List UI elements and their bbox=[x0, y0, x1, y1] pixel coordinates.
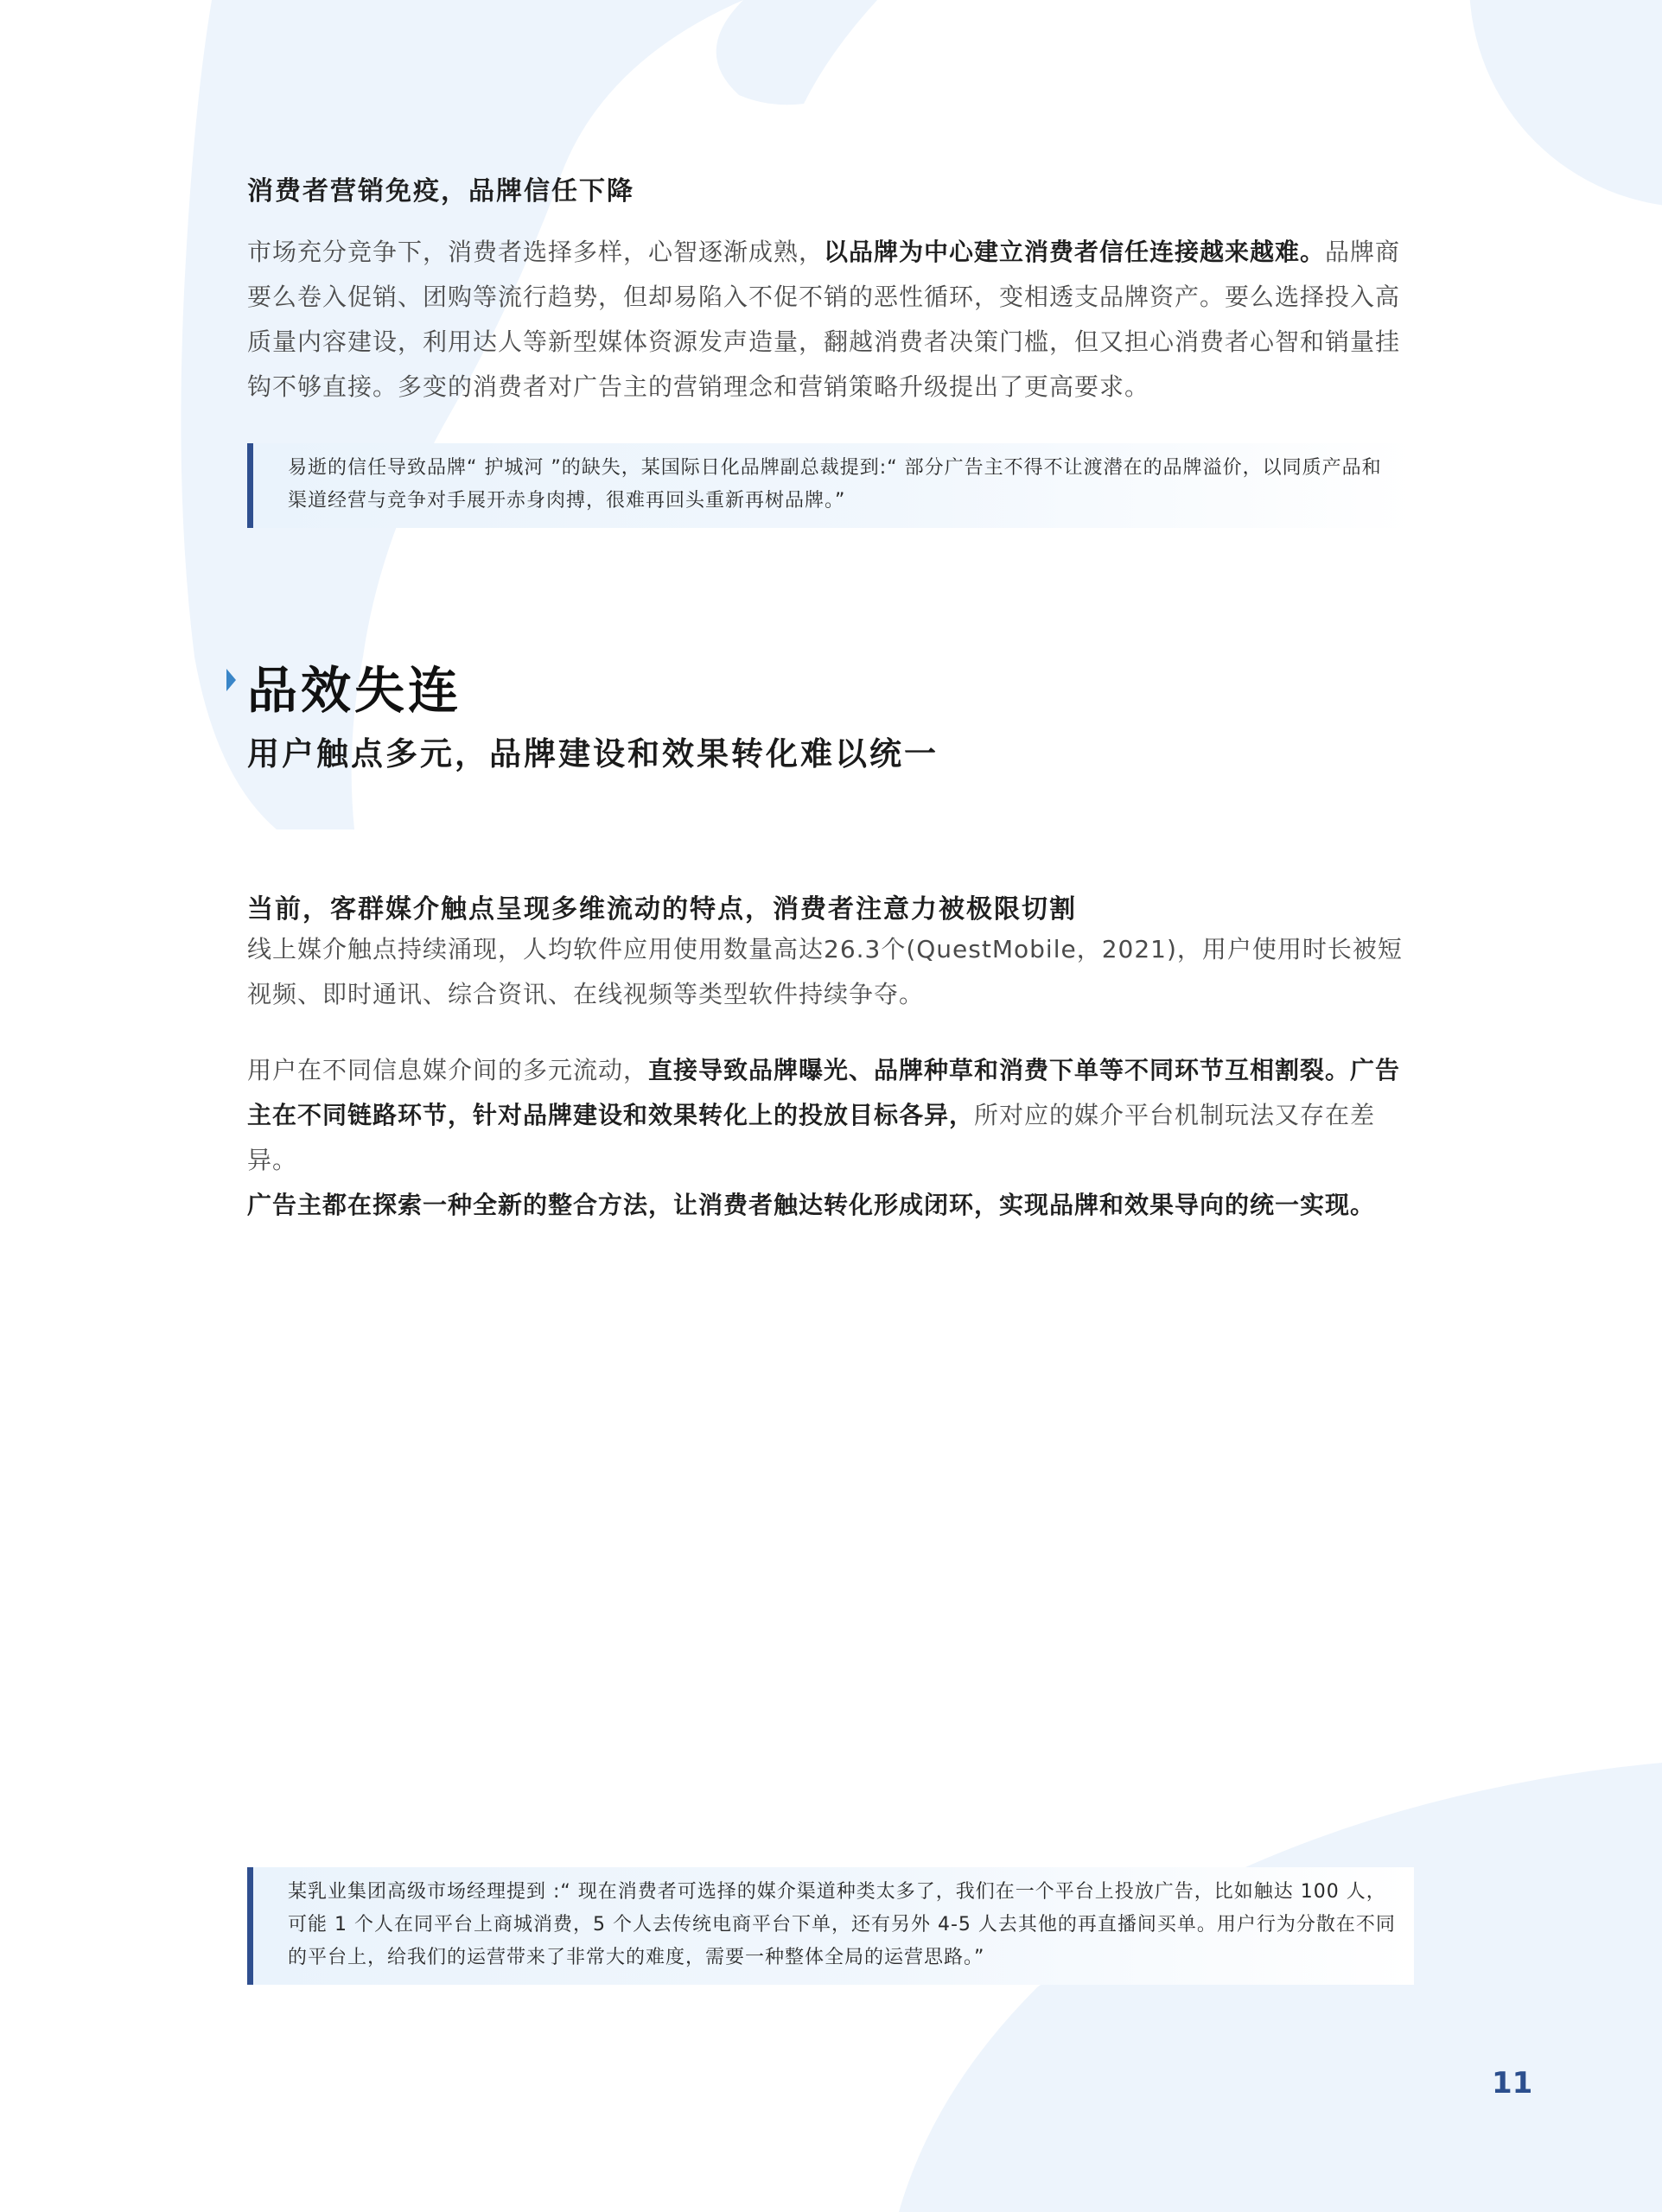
section2-paragraph1-wrap bbox=[247, 927, 1414, 1017]
section1-paragraph-emphasis: 以品牌为中心建立消费者信任连接越来越难。 bbox=[824, 238, 1326, 266]
section-marker-triangle-icon bbox=[226, 669, 236, 691]
section2-paragraph2-wrap bbox=[247, 1048, 1414, 1228]
section2-title: 品效失连 bbox=[247, 661, 462, 720]
section2-subtitle: 用户触点多元，品牌建设和效果转化难以统一 bbox=[247, 735, 939, 772]
section1-quote bbox=[247, 443, 1414, 528]
section2-paragraph1: 线上媒介触点持续涌现，人均软件应用使用数量高达26.3个(QuestMobile，2021)，用户使用时长被短视频、即时通讯、综合资讯、在线视频等类型软件持续争夺。 bbox=[247, 935, 1403, 1008]
bg-ring-shape bbox=[716, 0, 877, 105]
section2-paragraph2 bbox=[247, 1048, 1414, 1228]
section2-quote-text: 某乳业集团高级市场经理提到 :“ 现在消费者可选择的媒介渠道种类太多了，我们在一个平台上投放广告，比如触达 100 人，可能 1 个人在同平台上商城消费，5 个人去传统电商平台下单，还有另外 4-5 人去其他的再直播间买单。用户行为分散在不同的平台上，给我们的运营带来了非常大的难度，需要一种整体全局的运营思路。” bbox=[288, 1881, 1396, 1968]
section2-paragraph2-emphasis-2: 广告主都在探索一种全新的整合方法，让消费者触达转化形成闭环，实现品牌和效果导向的统一实现。 bbox=[247, 1191, 1376, 1219]
section2-heading: 当前，客群媒介触点呈现多维流动的特点，消费者注意力被极限切割 bbox=[247, 894, 1077, 925]
section1-paragraph-text: 市场充分竞争下，消费者选择多样，心智逐渐成熟， bbox=[247, 238, 825, 266]
section1-quote-text: 易逝的信任导致品牌“ 护城河 ”的缺失，某国际日化品牌副总裁提到:“ 部分广告主不得不让渡潜在的品牌溢价，以同质产品和渠道经营与竞争对手展开赤身肉搏，很难再回头重新再树品牌。” bbox=[288, 457, 1382, 512]
bg-circle-top-right bbox=[1469, 0, 1662, 207]
section1-paragraph bbox=[247, 230, 1414, 410]
section2-paragraph2-text: 用户在不同信息媒介间的多元流动， bbox=[247, 1056, 649, 1084]
section2-paragraph2-text-2: 所对应的媒介平台机制玩法又存在差异。 bbox=[247, 1101, 1376, 1174]
section2-quote bbox=[247, 1867, 1414, 1985]
section1-paragraph-text-2: 品牌商要么卷入促销、团购等流行趋势，但却易陷入不促不销的恶性循环，变相透支品牌资产。要么选择投入高质量内容建设，利用达人等新型媒体资源发声造量，翻越消费者决策门槛，但又担心消费者心智和销量挂钩不够直接。多变的消费者对广告主的营销理念和营销策略升级提出了更高要求。 bbox=[247, 238, 1401, 401]
section1-heading: 消费者营销免疫，品牌信任下降 bbox=[247, 176, 634, 207]
section1-paragraph-wrap bbox=[247, 230, 1414, 410]
section1-heading-wrap bbox=[247, 169, 1414, 207]
section2-paragraph2-emphasis: 直接导致品牌曝光、品牌种草和消费下单等不同环节互相割裂。广告主在不同链路环节，针对品牌建设和效果转化上的投放目标各异， bbox=[247, 1056, 1401, 1129]
page-number: 11 bbox=[1492, 2066, 1533, 2101]
section2-heading-wrap bbox=[247, 887, 1414, 925]
bg-circle-bottom-right bbox=[899, 1763, 1662, 2212]
